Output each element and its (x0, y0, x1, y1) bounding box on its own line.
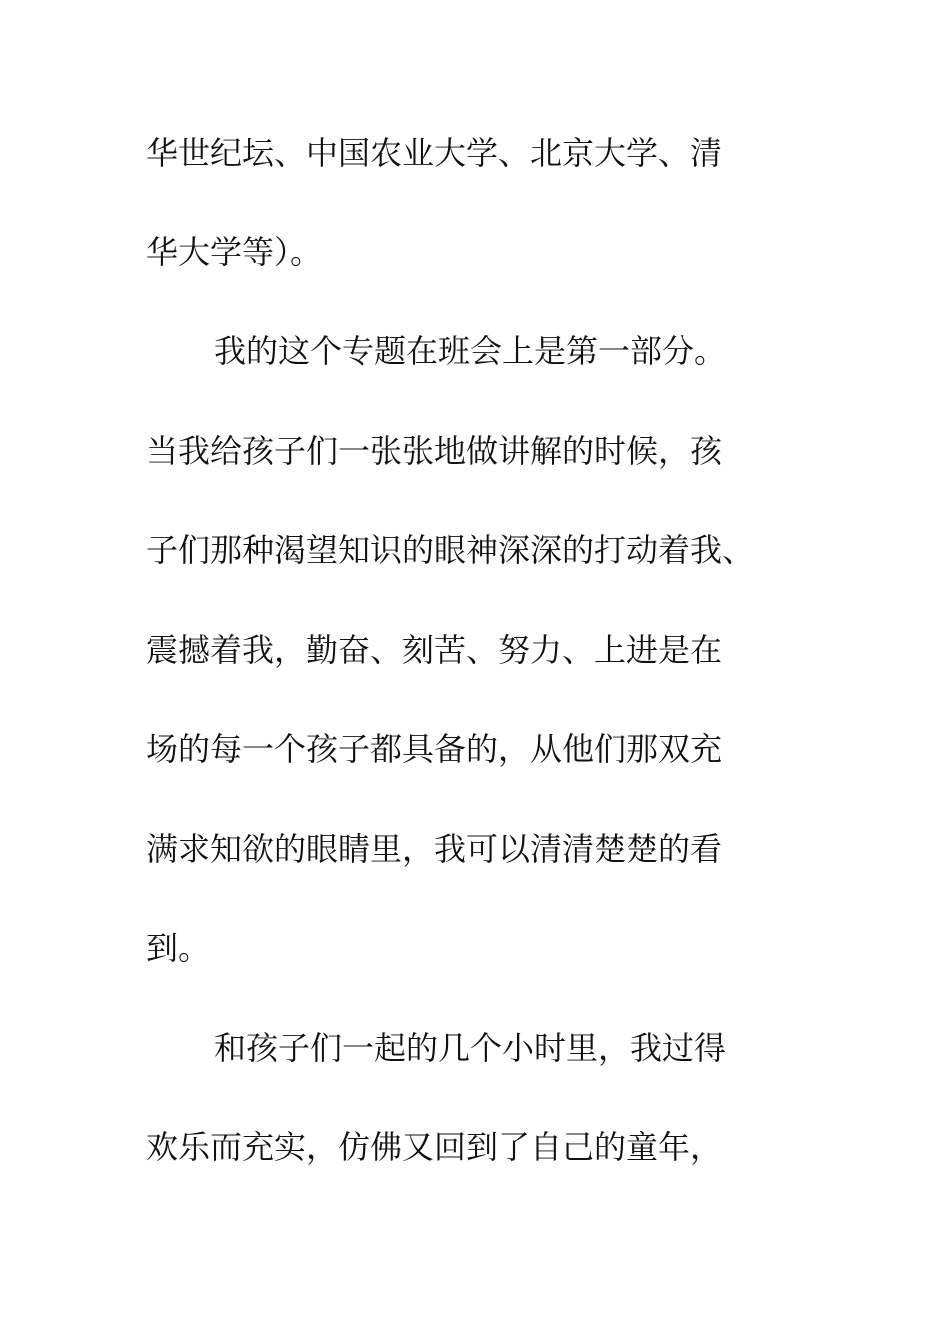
text-line-8: 满求知欲的眼睛里，我可以清清楚楚的看 (146, 830, 723, 868)
text-line-11: 欢乐而充实，仿佛又回到了自己的童年， (146, 1128, 723, 1166)
text-line-4: 当我给孩子们一张张地做讲解的时候，孩 (146, 432, 723, 470)
text-line-1: 华世纪坛、中国农业大学、北京大学、清 (146, 134, 723, 172)
text-line-7: 场的每一个孩子都具备的，从他们那双充 (146, 730, 723, 768)
text-line-5: 子们那种渴望知识的眼神深深的打动着我、 (146, 531, 755, 569)
text-line-9: 到。 (146, 929, 211, 967)
text-line-3: 我的这个专题在班会上是第一部分。 (214, 332, 727, 370)
text-line-10: 和孩子们一起的几个小时里，我过得 (214, 1029, 727, 1067)
text-line-2: 华大学等）。 (146, 233, 323, 271)
text-line-6: 震撼着我，勤奋、刻苦、努力、上进是在 (146, 631, 723, 669)
